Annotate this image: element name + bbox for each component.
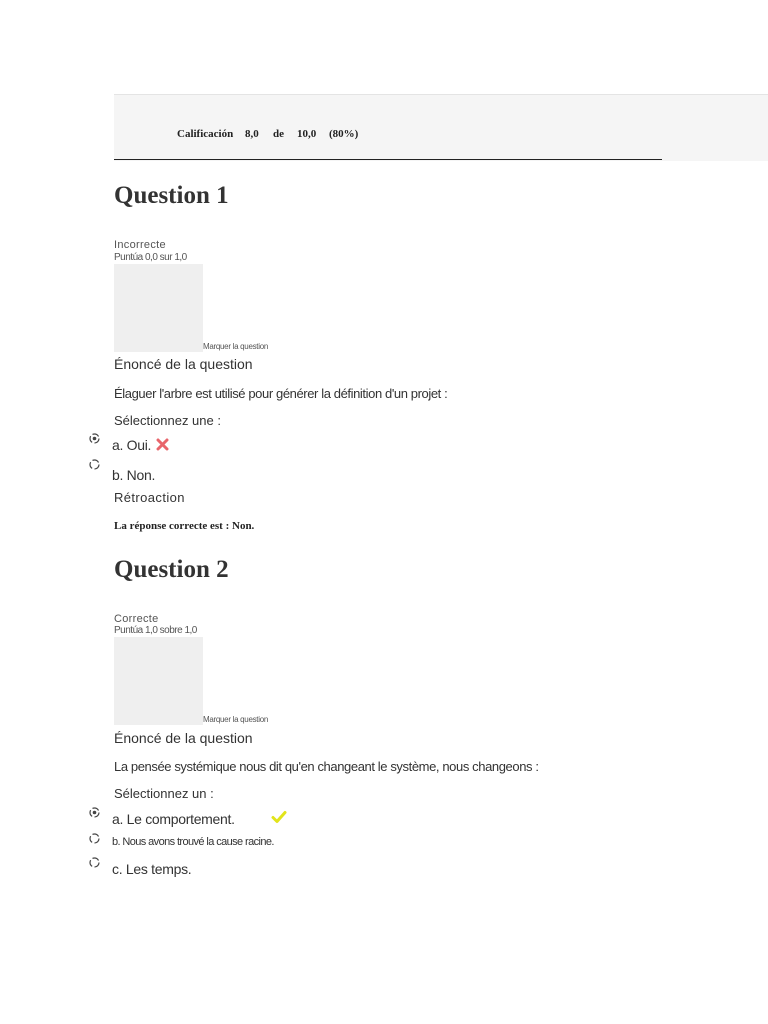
question-1-statement-label: Énoncé de la question	[114, 356, 253, 372]
radio-unselected-icon[interactable]	[88, 458, 101, 471]
radio-unselected-icon[interactable]	[88, 832, 101, 845]
question-2-prompt: Sélectionnez un :	[114, 786, 214, 801]
question-1-flag-link[interactable]: Marquer la question	[203, 342, 269, 351]
question-1-feedback-label: Rétroaction	[114, 490, 185, 505]
question-2-state: Correcte	[114, 613, 159, 625]
grade-max: 10,0	[297, 128, 317, 140]
checkmark-icon	[271, 810, 287, 824]
question-2-flag-link[interactable]: Marquer la question	[203, 715, 269, 724]
question-1-prompt: Sélectionnez une :	[114, 413, 221, 428]
question-2-text: La pensée systémique nous dit qu'en changeant le système, nous changeons :	[114, 759, 539, 774]
question-2-option-b[interactable]: b. Nous avons trouvé la cause racine.	[112, 836, 274, 848]
question-1-right-answer: La réponse correcte est : Non.	[114, 520, 255, 532]
radio-selected-icon[interactable]	[88, 432, 101, 445]
grade-percent: (80%)	[329, 128, 359, 140]
question-2-points: Puntúa 1,0 sobre 1,0	[114, 625, 197, 636]
question-2-flag-box[interactable]	[114, 637, 203, 725]
question-1-option-b[interactable]: b. Non.	[112, 467, 156, 483]
question-1-option-a[interactable]: a. Oui.	[112, 437, 152, 453]
question-1-state: Incorrecte	[114, 239, 166, 251]
question-1-points: Puntúa 0,0 sur 1,0	[114, 252, 187, 263]
grade-of: de	[273, 128, 284, 140]
question-2-option-a[interactable]: a. Le comportement.	[112, 811, 235, 827]
question-1-title: Question 1	[114, 182, 229, 209]
grade-label: Calificación	[177, 128, 234, 140]
question-2-statement-label: Énoncé de la question	[114, 730, 253, 746]
cross-icon	[156, 438, 169, 451]
question-2-option-c[interactable]: c. Les temps.	[112, 861, 192, 877]
grade-value: 8,0	[245, 128, 259, 140]
radio-selected-icon[interactable]	[88, 806, 101, 819]
summary-divider	[114, 159, 662, 160]
question-2-title: Question 2	[114, 556, 229, 583]
question-1-flag-box[interactable]	[114, 264, 203, 352]
question-1-text: Élaguer l'arbre est utilisé pour générer la définition d'un projet :	[114, 386, 448, 401]
radio-unselected-icon[interactable]	[88, 856, 101, 869]
